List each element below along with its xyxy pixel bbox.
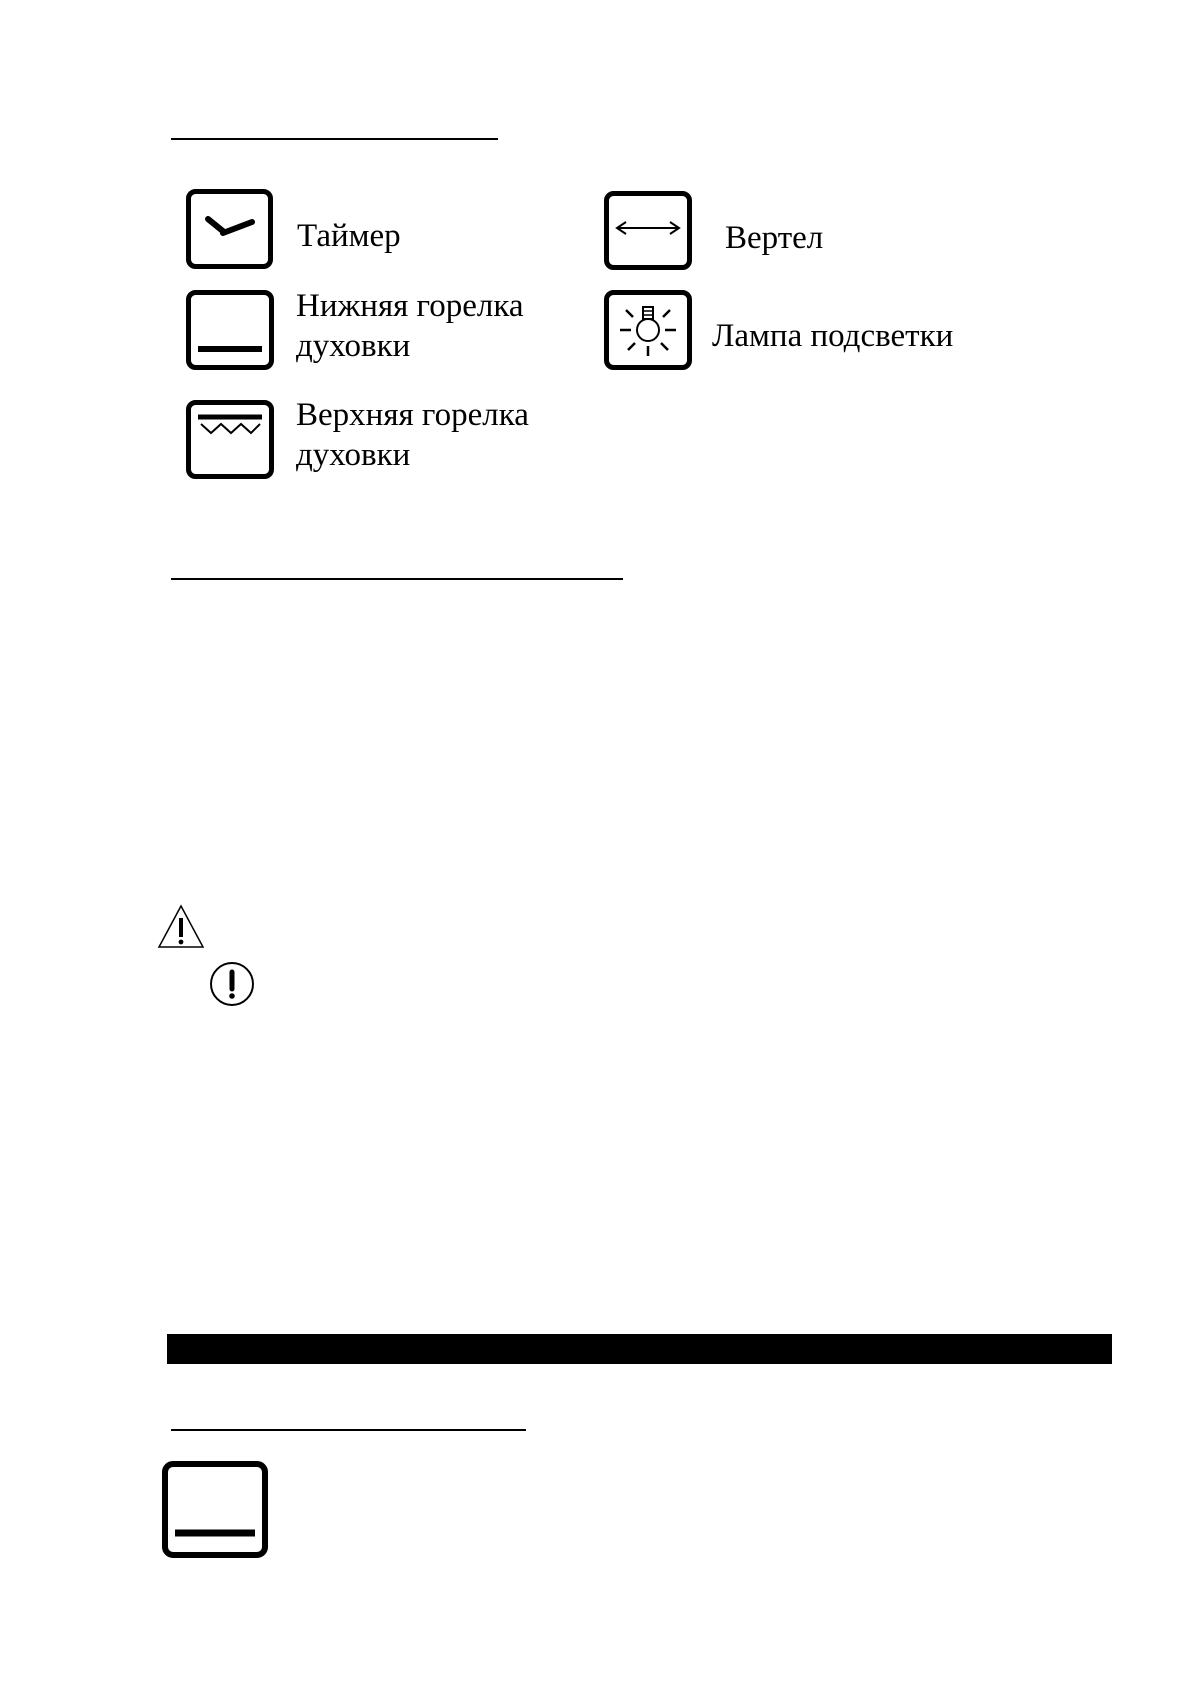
bottom-burner-label-line-1: Нижняя горелка bbox=[296, 288, 524, 324]
lamp-icon bbox=[604, 290, 692, 370]
section-heading-underline-3 bbox=[171, 1429, 526, 1431]
top-burner-label-line-1: Верхняя горелка bbox=[296, 397, 529, 433]
attention-circle-icon bbox=[208, 961, 256, 1007]
timer-label: Таймер bbox=[297, 218, 401, 254]
bottom-burner-icon bbox=[186, 290, 274, 370]
section-heading-underline-1 bbox=[171, 138, 498, 140]
timer-icon bbox=[186, 189, 273, 269]
spit-label: Вертел bbox=[725, 220, 824, 256]
warning-triangle-icon bbox=[157, 903, 205, 949]
section-black-band bbox=[167, 1334, 1112, 1364]
spit-arrow-icon bbox=[604, 191, 692, 270]
top-burner-icon bbox=[186, 400, 274, 479]
bottom-burner-label-line-2: духовки bbox=[296, 328, 411, 364]
bottom-burner-large-icon bbox=[162, 1461, 268, 1558]
section-heading-underline-2 bbox=[171, 578, 623, 580]
top-burner-label-line-2: духовки bbox=[296, 437, 411, 473]
lamp-label: Лампа подсветки bbox=[712, 318, 954, 354]
